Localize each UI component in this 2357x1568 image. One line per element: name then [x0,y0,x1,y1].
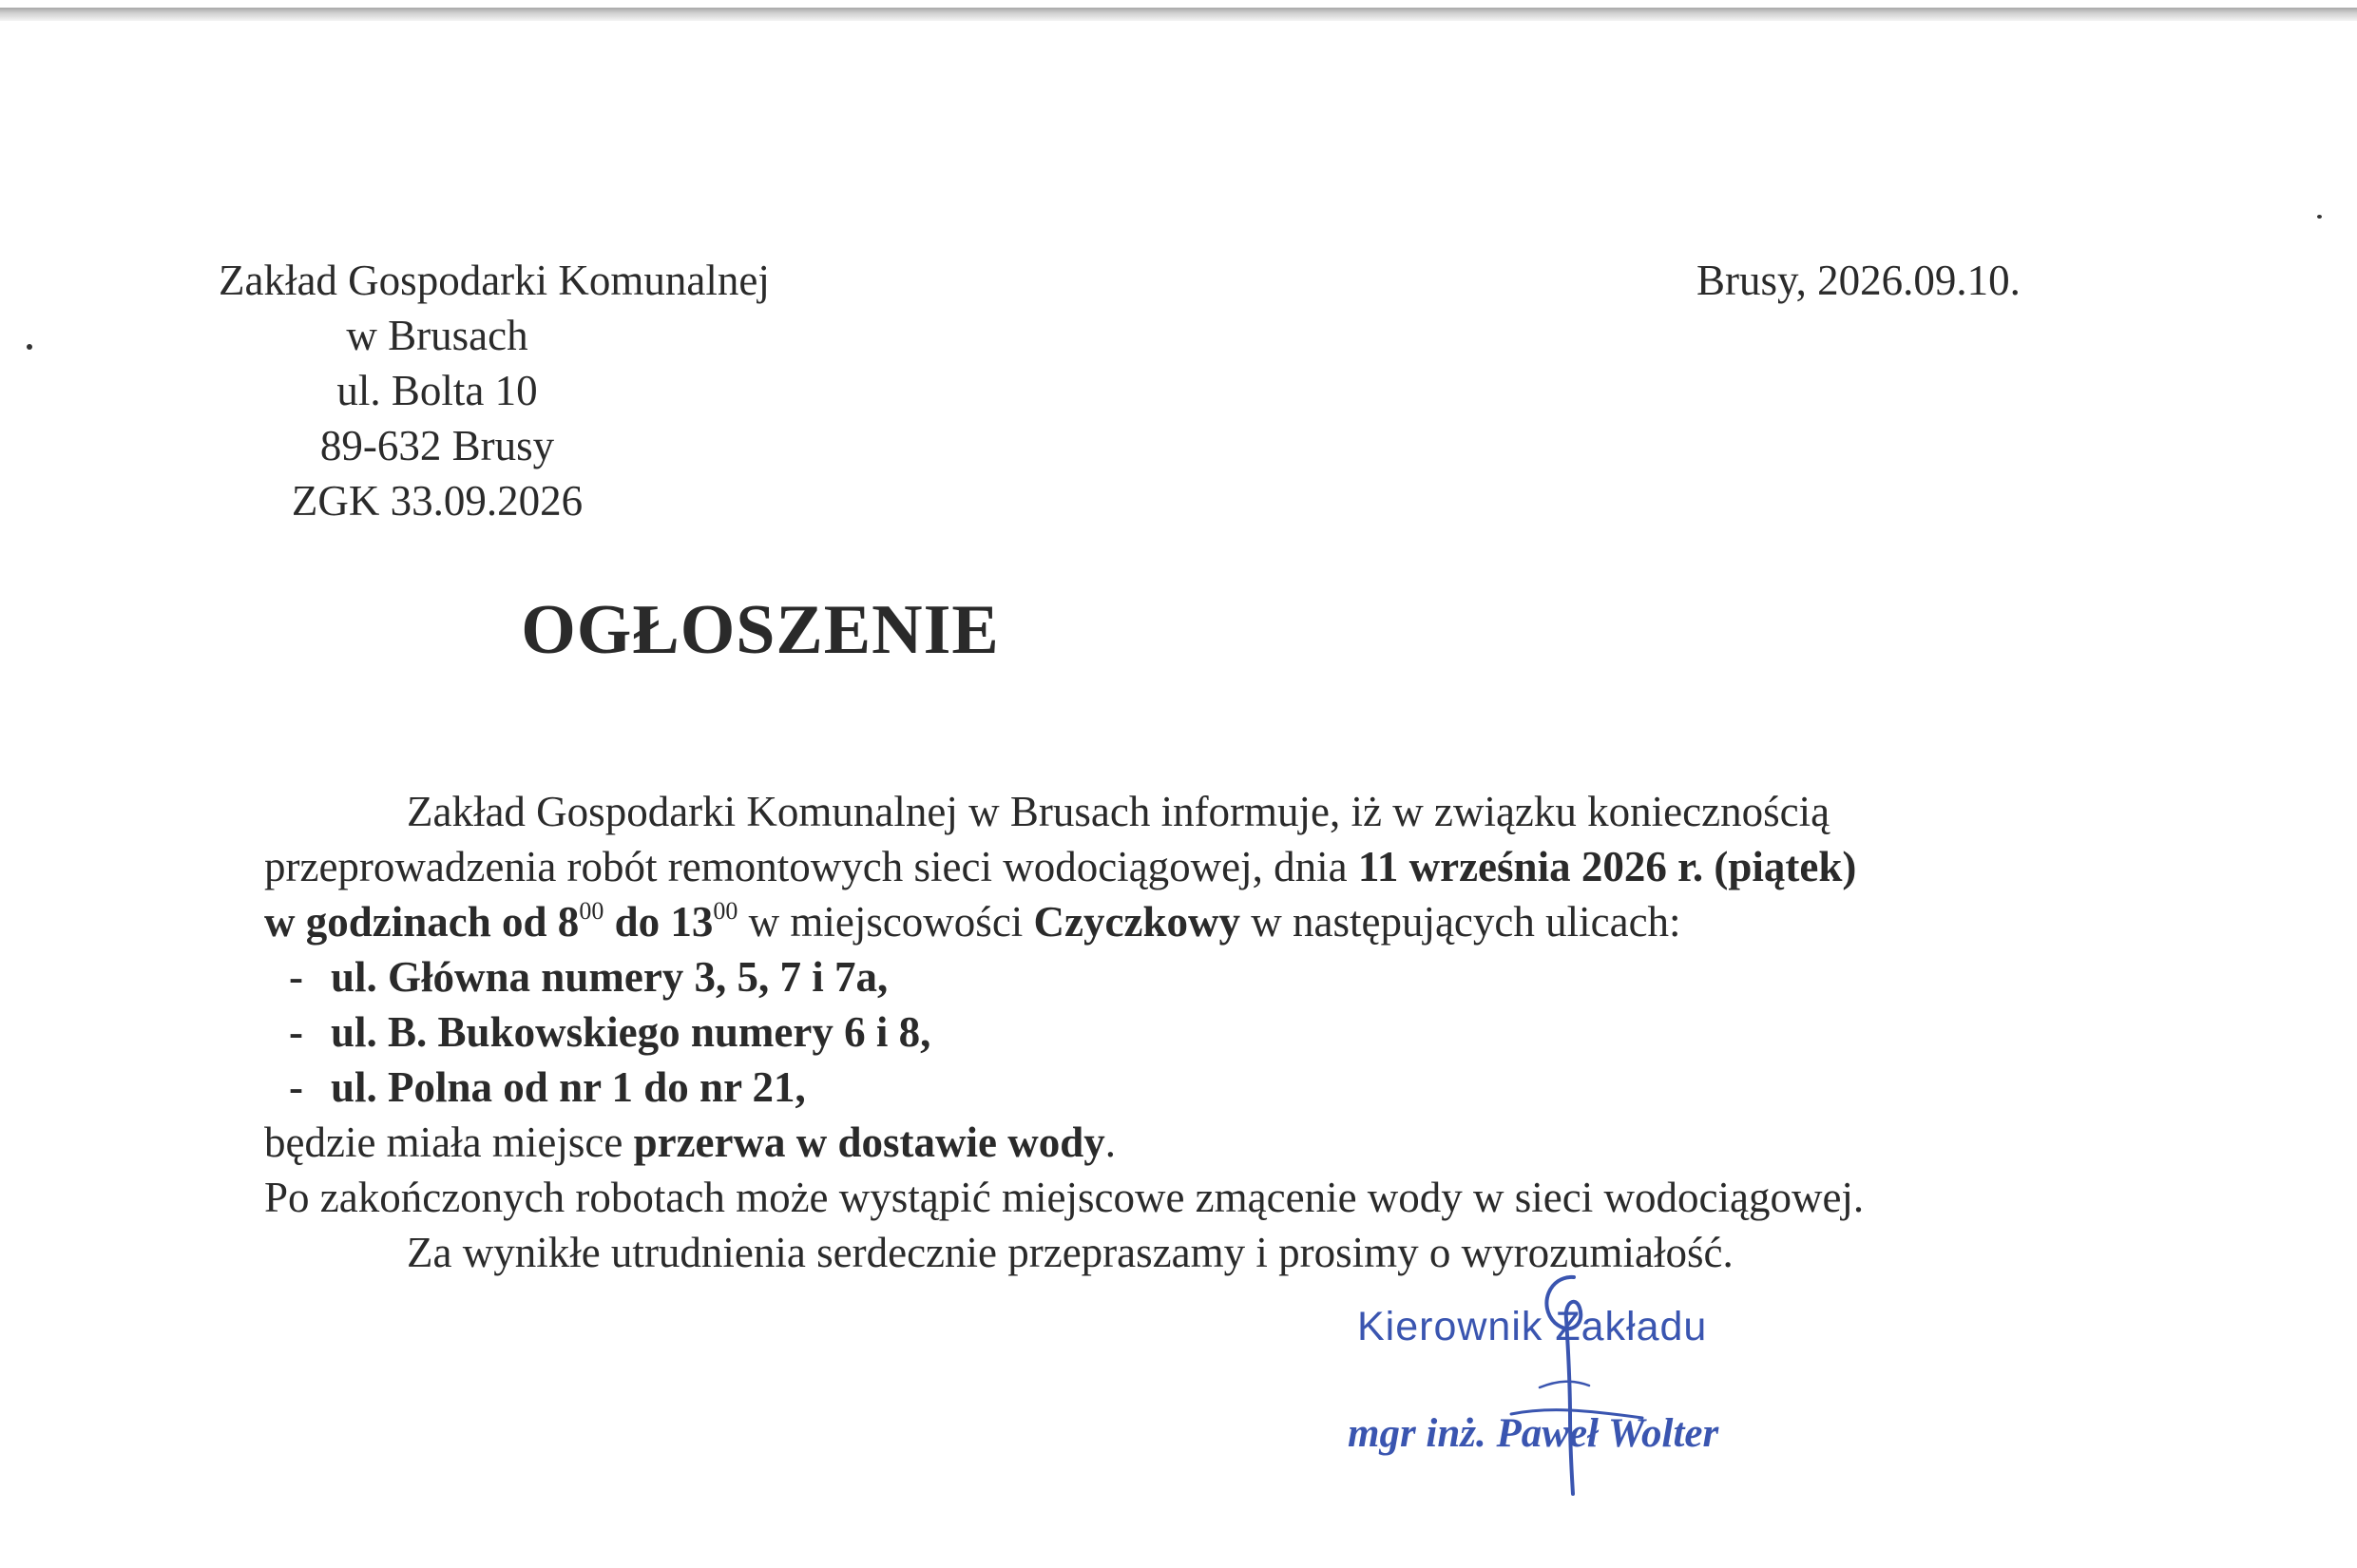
body-text: w następujących ulicach: [1240,898,1681,946]
body-line-9: Za wynikłe utrudnienia serdecznie przepraszamy i prosimy o wyrozumiałość. [407,1229,1734,1276]
street-list-text: ul. B. Bukowskiego numery 6 i 8, [331,1008,931,1056]
scan-top-edge [0,8,2357,21]
body-line-7 [264,1115,2070,1170]
body-text: będzie miała miejsce [264,1119,634,1166]
body-text: przeprowadzenia robót remontowych sieci wodociągowej, dnia [264,843,1358,890]
scan-speck [2317,215,2322,219]
stamp-name: mgr inż. Paweł Wolter [1348,1411,1719,1456]
announcement-body [264,784,2070,1280]
sender-name: Zakład Gospodarki Komunalnej [219,257,770,304]
body-text: w miejscowości [738,898,1034,946]
list-bullet: - [289,1008,303,1056]
body-date-emphasis: 11 września 2026 r. (piątek) [1357,843,1857,890]
body-hours-to: do 13 [604,898,714,946]
sender-reference: ZGK 33.09.2026 [291,477,584,525]
body-line-2 [264,839,2070,894]
body-locality: Czyczkowy [1033,898,1240,946]
sender-city: w Brusach [346,312,528,359]
stamp-title: Kierownik Zakładu [1357,1304,1708,1349]
street-list-item [264,1004,2070,1060]
sender-address-block [219,253,770,528]
street-list-item [264,1060,2070,1115]
body-line-1: Zakład Gospodarki Komunalnej w Brusach informuje, iż w związku koniecznością [407,788,1830,835]
body-line-3 [264,894,2070,949]
body-outage-emphasis: przerwa w dostawie wody [633,1119,1105,1166]
document-date: Brusy, 2026.09.10. [1696,257,2021,304]
list-bullet: - [289,1063,303,1111]
body-text: . [1104,1119,1117,1166]
sender-postcode: 89-632 Brusy [319,422,555,469]
body-line-8: Po zakończonych robotach może wystąpić miejscowe zmącenie wody w sieci wodociągowej. [264,1174,1865,1221]
street-list-text: ul. Polna od nr 1 do nr 21, [331,1063,806,1111]
body-hours-from-minutes: 00 [579,897,604,925]
body-hours-from: w godzinach od 8 [264,898,580,946]
handwritten-signature [1483,1273,1654,1501]
scan-speck [27,344,32,350]
street-list-item [264,949,2070,1004]
street-list-text: ul. Główna numery 3, 5, 7 i 7a, [331,953,889,1001]
body-hours-to-minutes: 00 [713,897,738,925]
document-title: OGŁOSZENIE [521,591,1000,669]
list-bullet: - [289,953,303,1001]
sender-street: ul. Bolta 10 [336,367,538,414]
